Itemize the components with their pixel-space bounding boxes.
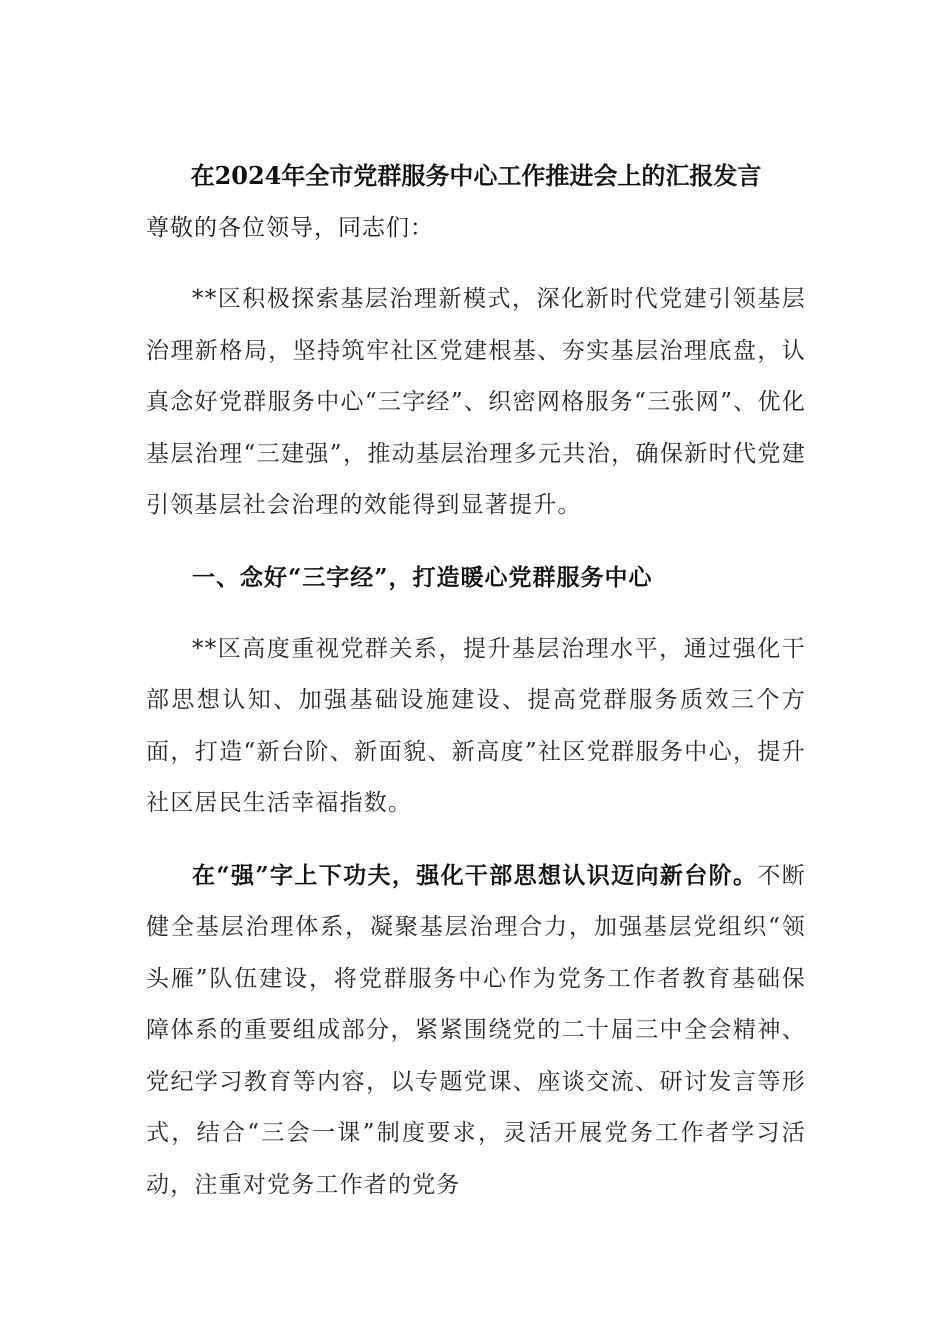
point-1-lead: 在“强”字上下功夫，强化干部思想认识迈向新台阶。 bbox=[192, 861, 758, 889]
section-1-point-1 bbox=[146, 850, 806, 1212]
section-heading-1: 一、念好“三字经”，打造暖心党群服务中心 bbox=[192, 563, 653, 591]
document-content bbox=[146, 150, 806, 1211]
salutation: 尊敬的各位领导，同志们： bbox=[146, 215, 434, 241]
section-1-paragraph: **区高度重视党群关系，提升基层治理水平，通过强化干部思想认知、加强基础设施建设、提高党群服务质效三个方面，打造“新台阶、新面貌、新高度”社区党群服务中心，提升社区居民生活幸福指数。 bbox=[146, 635, 806, 816]
intro-paragraph: **区积极探索基层治理新模式，深化新时代党建引领基层治理新格局，坚持筑牢社区党建根基、夯实基层治理底盘，认真念好党群服务中心“三字经”、织密网格服务“三张网”、优化基层治理“三建强”，推动基层治理多元共治，确保新时代党建引领基层社会治理的效能得到显著提升。 bbox=[146, 286, 806, 518]
point-1-body: 不断健全基层治理体系，凝聚基层治理合力，加强基层党组织“领头雁”队伍建设，将党群服务中心作为党务工作者教育基础保障体系的重要组成部分，紧紧围绕党的二十届三中全会精神、党纪学习教育等内容，以专题党课、座谈交流、研讨发言等形式，结合“三会一课”制度要求，灵活开展党务工作者学习活动，注重对党务工作者的党务 bbox=[146, 862, 806, 1198]
document-title: 在2024年全市党群服务中心工作推进会上的汇报发言 bbox=[190, 161, 762, 190]
